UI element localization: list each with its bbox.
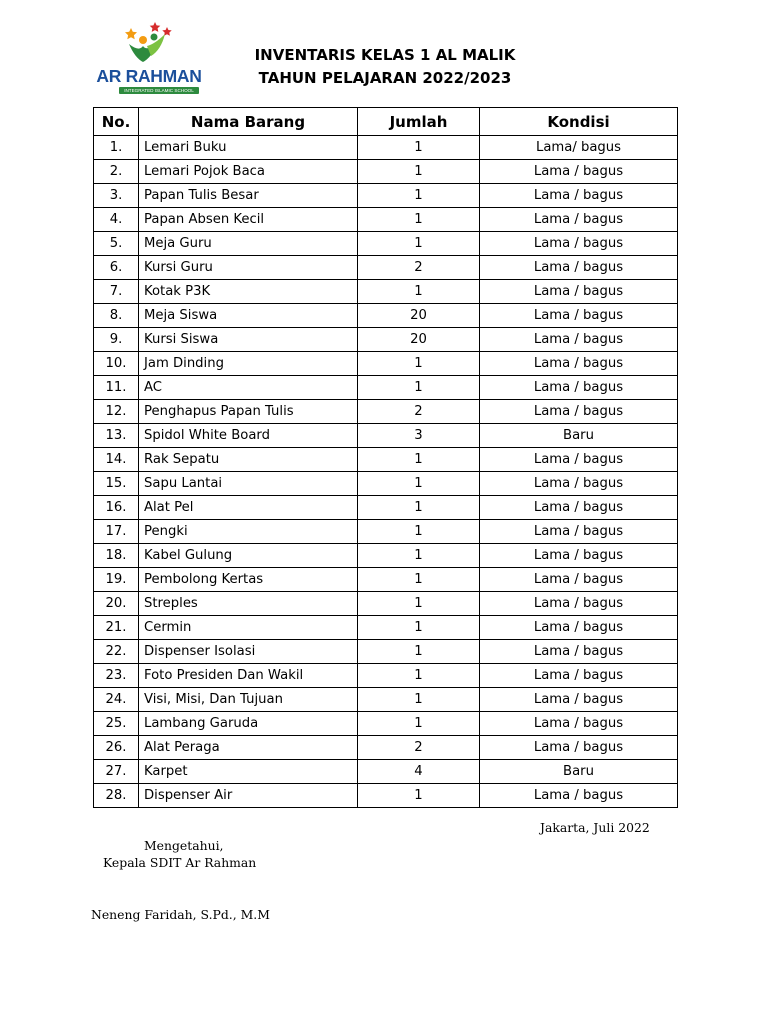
school-logo — [93, 22, 205, 97]
cell-no: 16. — [94, 496, 139, 520]
cell-condition: Lama / bagus — [480, 184, 678, 208]
acknowledged-label: Mengetahui, — [144, 838, 224, 853]
cell-qty: 2 — [358, 400, 480, 424]
table-row — [94, 712, 678, 736]
cell-no: 9. — [94, 328, 139, 352]
cell-no: 3. — [94, 184, 139, 208]
logo-mark-icon — [121, 22, 177, 64]
column-header-item: Nama Barang — [139, 108, 358, 136]
cell-item: Dispenser Isolasi — [139, 640, 358, 664]
cell-qty: 1 — [358, 496, 480, 520]
column-header-condition: Kondisi — [480, 108, 678, 136]
cell-no: 2. — [94, 160, 139, 184]
cell-item: Alat Pel — [139, 496, 358, 520]
table-row — [94, 568, 678, 592]
cell-item: Kursi Guru — [139, 256, 358, 280]
cell-qty: 1 — [358, 568, 480, 592]
inventory-table — [93, 107, 678, 808]
cell-item: Meja Siswa — [139, 304, 358, 328]
cell-qty: 3 — [358, 424, 480, 448]
cell-no: 17. — [94, 520, 139, 544]
cell-qty: 1 — [358, 592, 480, 616]
cell-no: 1. — [94, 136, 139, 160]
table-row — [94, 160, 678, 184]
table-row — [94, 184, 678, 208]
cell-no: 26. — [94, 736, 139, 760]
cell-qty: 1 — [358, 688, 480, 712]
cell-no: 4. — [94, 208, 139, 232]
cell-qty: 1 — [358, 664, 480, 688]
cell-item: Kotak P3K — [139, 280, 358, 304]
cell-item: Papan Absen Kecil — [139, 208, 358, 232]
cell-item: Pembolong Kertas — [139, 568, 358, 592]
cell-condition: Lama / bagus — [480, 568, 678, 592]
cell-item: Lambang Garuda — [139, 712, 358, 736]
cell-condition: Lama / bagus — [480, 160, 678, 184]
table-row — [94, 688, 678, 712]
document-title: INVENTARIS KELAS 1 AL MALIK — [254, 46, 516, 64]
cell-no: 27. — [94, 760, 139, 784]
cell-no: 18. — [94, 544, 139, 568]
table-row — [94, 616, 678, 640]
cell-no: 23. — [94, 664, 139, 688]
cell-qty: 1 — [358, 352, 480, 376]
table-body — [94, 136, 678, 808]
cell-no: 14. — [94, 448, 139, 472]
cell-qty: 2 — [358, 736, 480, 760]
table-row — [94, 640, 678, 664]
cell-condition: Lama / bagus — [480, 784, 678, 808]
table-row — [94, 400, 678, 424]
column-header-qty: Jumlah — [358, 108, 480, 136]
column-header-no: No. — [94, 108, 139, 136]
cell-condition: Lama / bagus — [480, 640, 678, 664]
signer-name: Neneng Faridah, S.Pd., M.M — [91, 907, 270, 922]
cell-condition: Lama / bagus — [480, 688, 678, 712]
cell-qty: 1 — [358, 712, 480, 736]
cell-condition: Lama / bagus — [480, 400, 678, 424]
cell-qty: 2 — [358, 256, 480, 280]
cell-no: 8. — [94, 304, 139, 328]
cell-no: 28. — [94, 784, 139, 808]
cell-condition: Lama / bagus — [480, 712, 678, 736]
table-row — [94, 472, 678, 496]
cell-qty: 1 — [358, 208, 480, 232]
cell-condition: Lama / bagus — [480, 736, 678, 760]
table-row — [94, 520, 678, 544]
table-row — [94, 376, 678, 400]
cell-condition: Lama/ bagus — [480, 136, 678, 160]
cell-qty: 1 — [358, 640, 480, 664]
logo-tagline: INTEGRATED ISLAMIC SCHOOL — [119, 87, 199, 94]
signer-position: Kepala SDIT Ar Rahman — [103, 855, 257, 870]
table-row — [94, 232, 678, 256]
cell-condition: Baru — [480, 760, 678, 784]
header-row — [94, 108, 678, 136]
cell-item: Sapu Lantai — [139, 472, 358, 496]
cell-condition: Lama / bagus — [480, 472, 678, 496]
table-row — [94, 784, 678, 808]
cell-no: 5. — [94, 232, 139, 256]
cell-item: Spidol White Board — [139, 424, 358, 448]
table-row — [94, 304, 678, 328]
cell-qty: 1 — [358, 280, 480, 304]
cell-no: 6. — [94, 256, 139, 280]
table-row — [94, 592, 678, 616]
table-row — [94, 544, 678, 568]
cell-qty: 20 — [358, 304, 480, 328]
cell-item: Visi, Misi, Dan Tujuan — [139, 688, 358, 712]
cell-item: AC — [139, 376, 358, 400]
cell-condition: Lama / bagus — [480, 280, 678, 304]
cell-no: 22. — [94, 640, 139, 664]
cell-item: Lemari Pojok Baca — [139, 160, 358, 184]
cell-condition: Lama / bagus — [480, 304, 678, 328]
cell-no: 12. — [94, 400, 139, 424]
table-header — [94, 108, 678, 136]
cell-item: Karpet — [139, 760, 358, 784]
table-row — [94, 664, 678, 688]
cell-no: 20. — [94, 592, 139, 616]
cell-condition: Lama / bagus — [480, 256, 678, 280]
cell-condition: Lama / bagus — [480, 616, 678, 640]
cell-qty: 1 — [358, 136, 480, 160]
cell-no: 13. — [94, 424, 139, 448]
cell-condition: Lama / bagus — [480, 544, 678, 568]
cell-item: Lemari Buku — [139, 136, 358, 160]
cell-condition: Lama / bagus — [480, 232, 678, 256]
cell-no: 19. — [94, 568, 139, 592]
cell-qty: 1 — [358, 520, 480, 544]
cell-no: 10. — [94, 352, 139, 376]
cell-no: 24. — [94, 688, 139, 712]
cell-item: Kabel Gulung — [139, 544, 358, 568]
cell-qty: 1 — [358, 448, 480, 472]
cell-item: Jam Dinding — [139, 352, 358, 376]
cell-qty: 20 — [358, 328, 480, 352]
cell-condition: Lama / bagus — [480, 496, 678, 520]
cell-qty: 1 — [358, 232, 480, 256]
table-row — [94, 352, 678, 376]
cell-item: Dispenser Air — [139, 784, 358, 808]
cell-condition: Lama / bagus — [480, 664, 678, 688]
table-row — [94, 424, 678, 448]
cell-qty: 1 — [358, 784, 480, 808]
place-date: Jakarta, Juli 2022 — [540, 820, 650, 835]
cell-no: 7. — [94, 280, 139, 304]
document-subtitle: TAHUN PELAJARAN 2022/2023 — [258, 69, 512, 87]
cell-condition: Baru — [480, 424, 678, 448]
cell-item: Rak Sepatu — [139, 448, 358, 472]
cell-item: Cermin — [139, 616, 358, 640]
cell-qty: 1 — [358, 544, 480, 568]
cell-condition: Lama / bagus — [480, 592, 678, 616]
cell-condition: Lama / bagus — [480, 352, 678, 376]
cell-qty: 1 — [358, 184, 480, 208]
cell-condition: Lama / bagus — [480, 208, 678, 232]
table-row — [94, 736, 678, 760]
cell-condition: Lama / bagus — [480, 448, 678, 472]
cell-qty: 1 — [358, 472, 480, 496]
cell-no: 11. — [94, 376, 139, 400]
cell-condition: Lama / bagus — [480, 520, 678, 544]
cell-item: Papan Tulis Besar — [139, 184, 358, 208]
table-row — [94, 448, 678, 472]
cell-condition: Lama / bagus — [480, 376, 678, 400]
cell-qty: 1 — [358, 160, 480, 184]
table-row — [94, 760, 678, 784]
cell-item: Penghapus Papan Tulis — [139, 400, 358, 424]
cell-qty: 1 — [358, 616, 480, 640]
cell-item: Kursi Siswa — [139, 328, 358, 352]
cell-no: 25. — [94, 712, 139, 736]
cell-item: Alat Peraga — [139, 736, 358, 760]
cell-qty: 1 — [358, 376, 480, 400]
table-row — [94, 136, 678, 160]
cell-no: 15. — [94, 472, 139, 496]
cell-item: Streples — [139, 592, 358, 616]
logo-name: AR RAHMAN — [96, 66, 202, 86]
table-row — [94, 208, 678, 232]
cell-condition: Lama / bagus — [480, 328, 678, 352]
cell-qty: 4 — [358, 760, 480, 784]
cell-item: Pengki — [139, 520, 358, 544]
cell-item: Meja Guru — [139, 232, 358, 256]
table-row — [94, 328, 678, 352]
table-row — [94, 280, 678, 304]
cell-no: 21. — [94, 616, 139, 640]
table-row — [94, 256, 678, 280]
table-row — [94, 496, 678, 520]
cell-item: Foto Presiden Dan Wakil — [139, 664, 358, 688]
